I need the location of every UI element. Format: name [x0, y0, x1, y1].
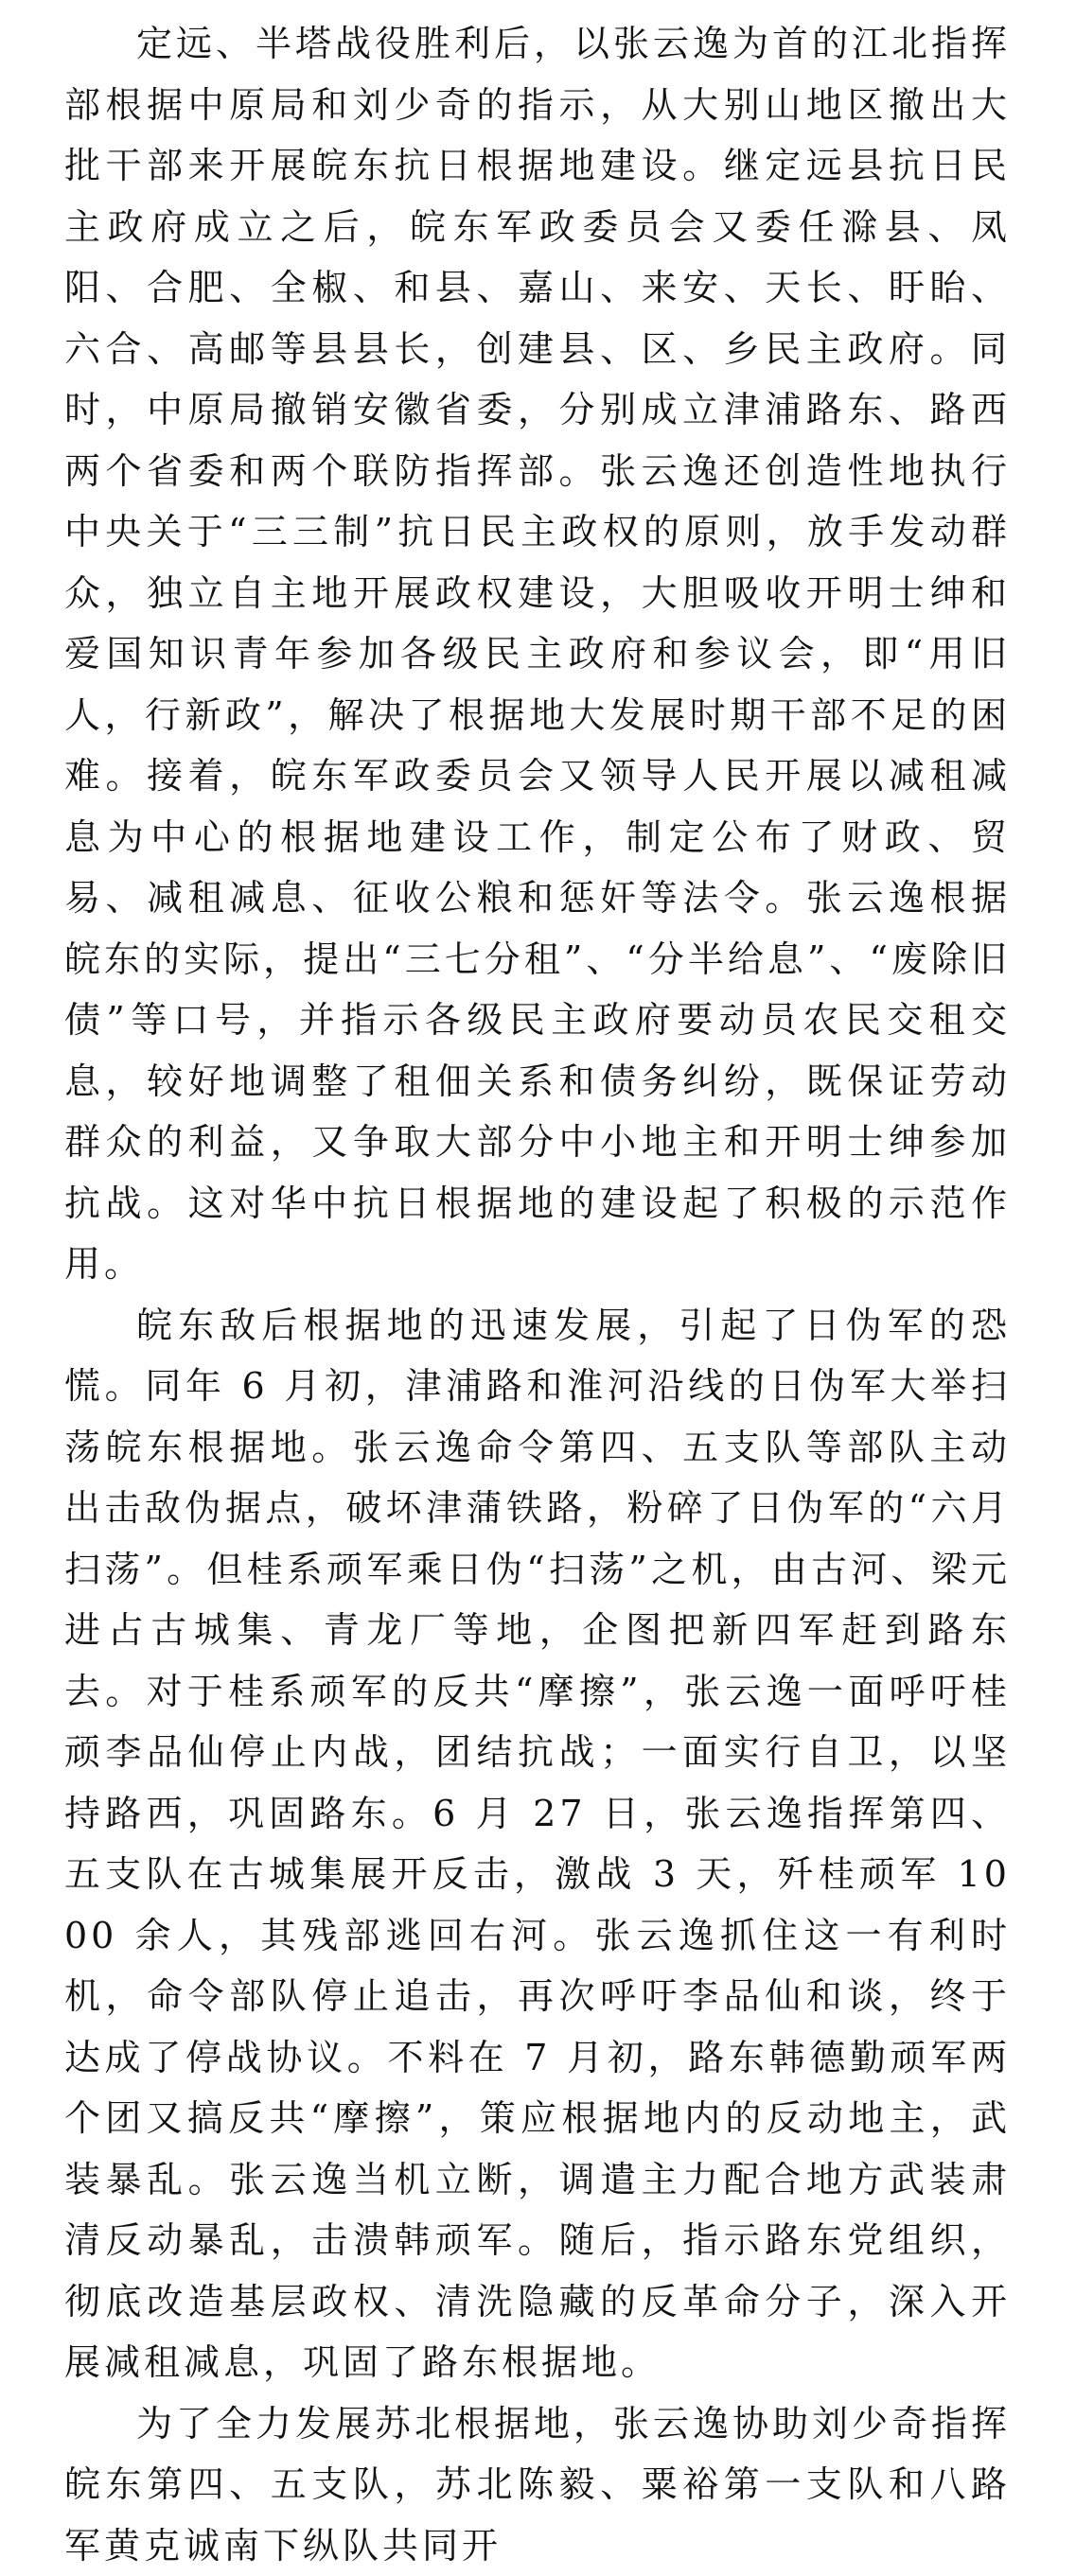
paragraph-subei-development: 为了全力发展苏北根据地，张云逸协助刘少奇指挥皖东第四、五支队，苏北陈毅、粟裕第一支队和八路军黄克诚南下纵队共同开	[64, 2393, 1011, 2576]
paragraph-campaign-aftermath: 定远、半塔战役胜利后，以张云逸为首的江北指挥部根据中原局和刘少奇的指示，从大别山地区撤出大批干部来开展皖东抗日根据地建设。继定远县抗日民主政府成立之后，皖东军政委员会又委任滁县、凤阳、合肥、全椒、和县、嘉山、来安、天长、盱眙、六合、高邮等县县长，创建县、区、乡民主政府。同时，中原局撤销安徽省委，分别成立津浦路东、路西两个省委和两个联防指挥部。张云逸还创造性地执行中央关于“三三制”抗日民主政权的原则，放手发动群众，独立自主地开展政权建设，大胆吸收开明士绅和爱国知识青年参加各级民主政府和参议会，即“用旧人，行新政”，解决了根据地大发展时期干部不足的困难。接着，皖东军政委员会又领导人民开展以减租减息为中心的根据地建设工作，制定公布了财政、贸易、减租减息、征收公粮和惩奸等法令。张云逸根据皖东的实际，提出“三七分租”、“分半给息”、“废除旧债”等口号，并指示各级民主政府要动员农民交租交息，较好地调整了租佃关系和债务纠纷，既保证劳动群众的利益，又争取大部分中小地主和开明士绅参加抗战。这对华中抗日根据地的建设起了积极的示范作用。	[64, 13, 1011, 1295]
paragraph-june-sweep: 皖东敌后根据地的迅速发展，引起了日伪军的恐慌。同年 6 月初，津浦路和淮河沿线的日伪军大举扫荡皖东根据地。张云逸命令第四、五支队等部队主动出击敌伪据点，破坏津蒲铁路，粉碎了日伪军的“六月扫荡”。但桂系顽军乘日伪“扫荡”之机，由古河、梁元进占古城集、青龙厂等地，企图把新四军赶到路东去。对于桂系顽军的反共“摩擦”，张云逸一面呼吁桂顽李品仙停止内战，团结抗战；一面实行自卫，以坚持路西，巩固路东。6 月 27 日，张云逸指挥第四、五支队在古城集展开反击，激战 3 天，歼桂顽军 1000 余人，其残部逃回右河。张云逸抓住这一有利时机，命令部队停止追击，再次呼吁李品仙和谈，终于达成了停战协议。不料在 7 月初，路东韩德勤顽军两个团又搞反共“摩擦”，策应根据地内的反动地主，武装暴乱。张云逸当机立断，调遣主力配合地方武装肃清反动暴乱，击溃韩顽军。随后，指示路东党组织，彻底改造基层政权、清洗隐藏的反革命分子，深入开展减租减息，巩固了路东根据地。	[64, 1295, 1011, 2393]
document-page	[64, 13, 1011, 2576]
